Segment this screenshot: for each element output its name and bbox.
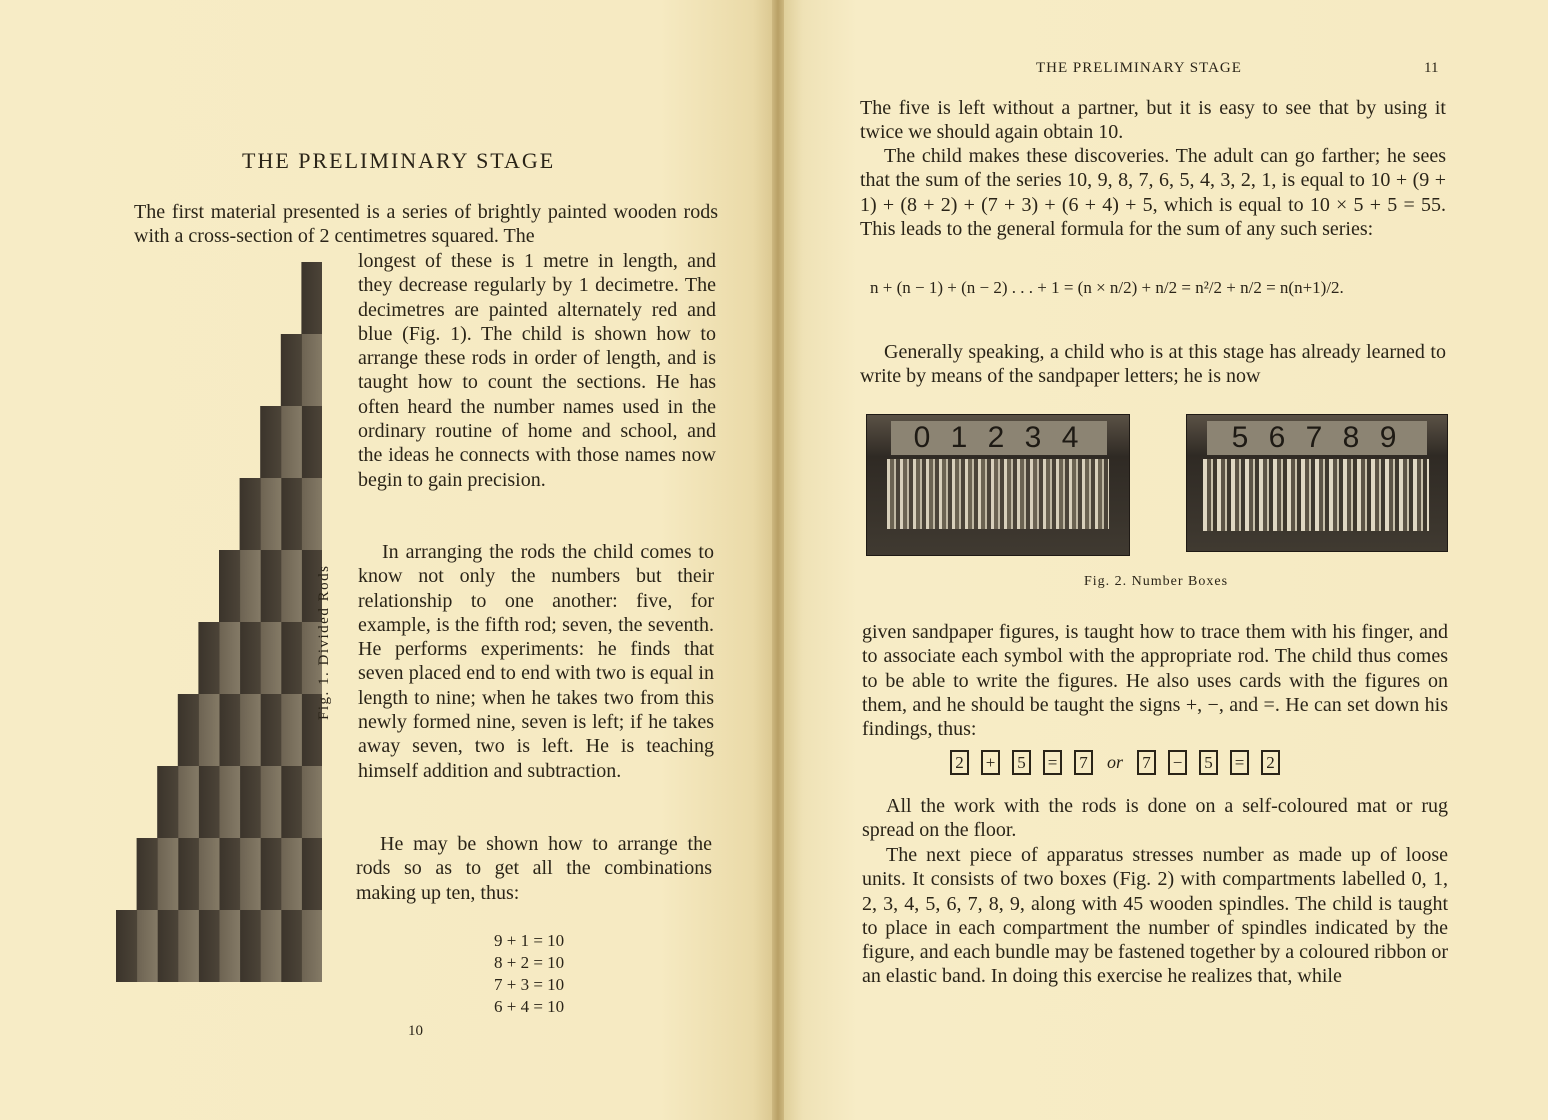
rod-segment xyxy=(281,766,302,839)
sum-line: 8 + 2 = 10 xyxy=(494,953,565,972)
left-paragraph-3: He may be shown how to arrange the rods so as to get all the combinations making up ten, thus: xyxy=(356,833,712,904)
left-paragraph-1a: The first material presented is a series of brightly painted wooden rods with a cross-section of 2 centimetres squared. The xyxy=(134,201,718,248)
rod-segment xyxy=(260,910,281,982)
rod-segment xyxy=(116,910,137,982)
sum-line: 7 + 3 = 10 xyxy=(494,975,565,994)
box-label-strip: 0 1 2 3 4 xyxy=(891,421,1107,455)
rod-segment xyxy=(137,910,158,982)
sign-card: + xyxy=(981,750,1000,775)
rod-segment xyxy=(281,550,302,623)
rod-segment xyxy=(301,262,322,335)
number-box-5-9 xyxy=(1186,414,1448,552)
sign-card: = xyxy=(1230,750,1249,775)
or-word: or xyxy=(1107,752,1124,772)
sign-card: = xyxy=(1043,750,1062,775)
number-card: 5 xyxy=(1199,750,1218,775)
sum-list xyxy=(494,930,564,1018)
sum-line: 6 + 4 = 10 xyxy=(494,997,565,1016)
rod-segment xyxy=(260,478,281,551)
rod-segment xyxy=(240,910,261,982)
box-label-strip: 5 6 7 8 9 xyxy=(1207,421,1427,455)
rod-segment xyxy=(219,838,240,911)
number-card: 7 xyxy=(1137,750,1156,775)
number-card: 2 xyxy=(1261,750,1280,775)
rod-segment xyxy=(178,838,199,911)
rod-segment xyxy=(301,910,322,982)
number-card: 2 xyxy=(950,750,969,775)
rod-segment xyxy=(301,334,322,407)
rod-segment xyxy=(240,622,261,695)
rod-segment xyxy=(240,766,261,839)
figure-1-caption: Fig. 1. Divided Rods xyxy=(316,564,332,720)
running-head: THE PRELIMINARY STAGE xyxy=(1036,60,1242,76)
rod-segment xyxy=(281,694,302,767)
rod-segment xyxy=(301,406,322,479)
divided-rods-figure xyxy=(116,262,322,982)
right-paragraph-6: The next piece of apparatus stresses number as made up of loose units. It consists of two boxes (Fig. 2) with compartments labelled 0, 1, 2, 3, 4, 5, 6, 7, 8, 9, along with 45 wooden spindles. The child is taught to place in each compartment the number of spindles indicated by the figure, and each bundle may be fastened together by a coloured ribbon or an elastic band. In doing this exercise he realizes that, while xyxy=(862,844,1448,988)
rod-segment xyxy=(157,766,178,839)
rod-segment xyxy=(281,478,302,551)
rod-segment xyxy=(198,766,219,839)
rod-segment xyxy=(240,478,261,551)
rod-segment xyxy=(240,694,261,767)
sign-card: − xyxy=(1168,750,1187,775)
spindles xyxy=(887,459,1109,529)
rod-segment xyxy=(260,766,281,839)
rod-segment xyxy=(301,766,322,839)
spindles xyxy=(1203,459,1429,531)
rod-segment xyxy=(260,622,281,695)
left-page-number: 10 xyxy=(408,1023,423,1039)
rod-segment xyxy=(157,838,178,911)
rod-segment xyxy=(178,694,199,767)
rod-segment xyxy=(137,838,158,911)
rod-segment xyxy=(281,838,302,911)
rod-segment xyxy=(198,622,219,695)
rod-segment xyxy=(240,838,261,911)
number-box-0-4 xyxy=(866,414,1130,556)
left-paragraph-1b: longest of these is 1 metre in length, and they decrease regularly by 1 decimetre. The decimetres are painted alternately red and blue (Fig. 1). The child is shown how to arrange these rods in order of length, and is taught how to count the sections. He has often heard the number names used in the ordinary routine of home and school, and the ideas he connects with those names now begin to gain precision. xyxy=(358,250,716,491)
right-paragraph-3: Generally speaking, a child who is at this stage has already learned to write by means of the sandpaper letters; he is now xyxy=(860,341,1446,388)
rod-segment xyxy=(198,910,219,982)
right-page-number: 11 xyxy=(1424,60,1439,76)
rod-segment xyxy=(281,334,302,407)
rod-segment xyxy=(260,406,281,479)
rod-segment xyxy=(260,838,281,911)
rod-segment xyxy=(198,694,219,767)
rod-segment xyxy=(301,478,322,551)
rod-segment xyxy=(281,910,302,982)
rod-segment xyxy=(219,910,240,982)
chapter-title: THE PRELIMINARY STAGE xyxy=(242,148,556,173)
rod-segment xyxy=(260,550,281,623)
rod-segment xyxy=(198,838,219,911)
number-card: 5 xyxy=(1012,750,1031,775)
right-paragraph-4: given sandpaper figures, is taught how to trace them with his finger, and to associate each symbol with the appropriate rod. The child thus comes to be able to write the figures. He also uses cards with the figures on them, and he should be taught the signs +, −, and =. He can set down his findings, thus: xyxy=(862,621,1448,741)
rod-segment xyxy=(240,550,261,623)
right-paragraph-1: The five is left without a partner, but it is easy to see that by using it twice we should again obtain 10. xyxy=(860,97,1446,144)
rod-segment xyxy=(281,622,302,695)
right-paragraph-2: The child makes these discoveries. The adult can go farther; he sees that the sum of the series 10, 9, 8, 7, 6, 5, 4, 3, 2, 1, is equal to 10 + (9 + 1) + (8 + 2) + (7 + 3) + (6 + 4) + 5, which is equal to 10 × 5 + 5 = 55. This leads to the general formula for the sum of any such series: xyxy=(860,145,1446,240)
rod-segment xyxy=(219,694,240,767)
rod-segment xyxy=(281,406,302,479)
number-card: 7 xyxy=(1074,750,1093,775)
rod-segment xyxy=(178,910,199,982)
rod-segment xyxy=(157,910,178,982)
rod-segment xyxy=(301,838,322,911)
rod-segment xyxy=(178,766,199,839)
rod-segment xyxy=(219,766,240,839)
sum-line: 9 + 1 = 10 xyxy=(494,931,565,950)
number-cards xyxy=(950,750,1280,775)
book-gutter xyxy=(772,0,784,1120)
sum-formula: n + (n − 1) + (n − 2) . . . + 1 = (n × n/2) + n/2 = n²/2 + n/2 = n(n+1)/2. xyxy=(870,278,1344,297)
rod-segment xyxy=(260,694,281,767)
left-paragraph-2: In arranging the rods the child comes to know not only the numbers but their relationship to one another: five, for example, is the fifth rod; seven, the seventh. He performs experiments: he finds that seven placed end to end with two is equal in length to nine; when he takes two from this newly formed nine, seven is left; if he takes away seven, two is left. He is teaching himself addition and subtraction. xyxy=(358,541,714,782)
figure-2-caption: Fig. 2. Number Boxes xyxy=(1084,574,1229,589)
right-paragraph-5: All the work with the rods is done on a self-coloured mat or rug spread on the floor. xyxy=(862,795,1448,842)
rod-segment xyxy=(219,622,240,695)
rod-segment xyxy=(219,550,240,623)
